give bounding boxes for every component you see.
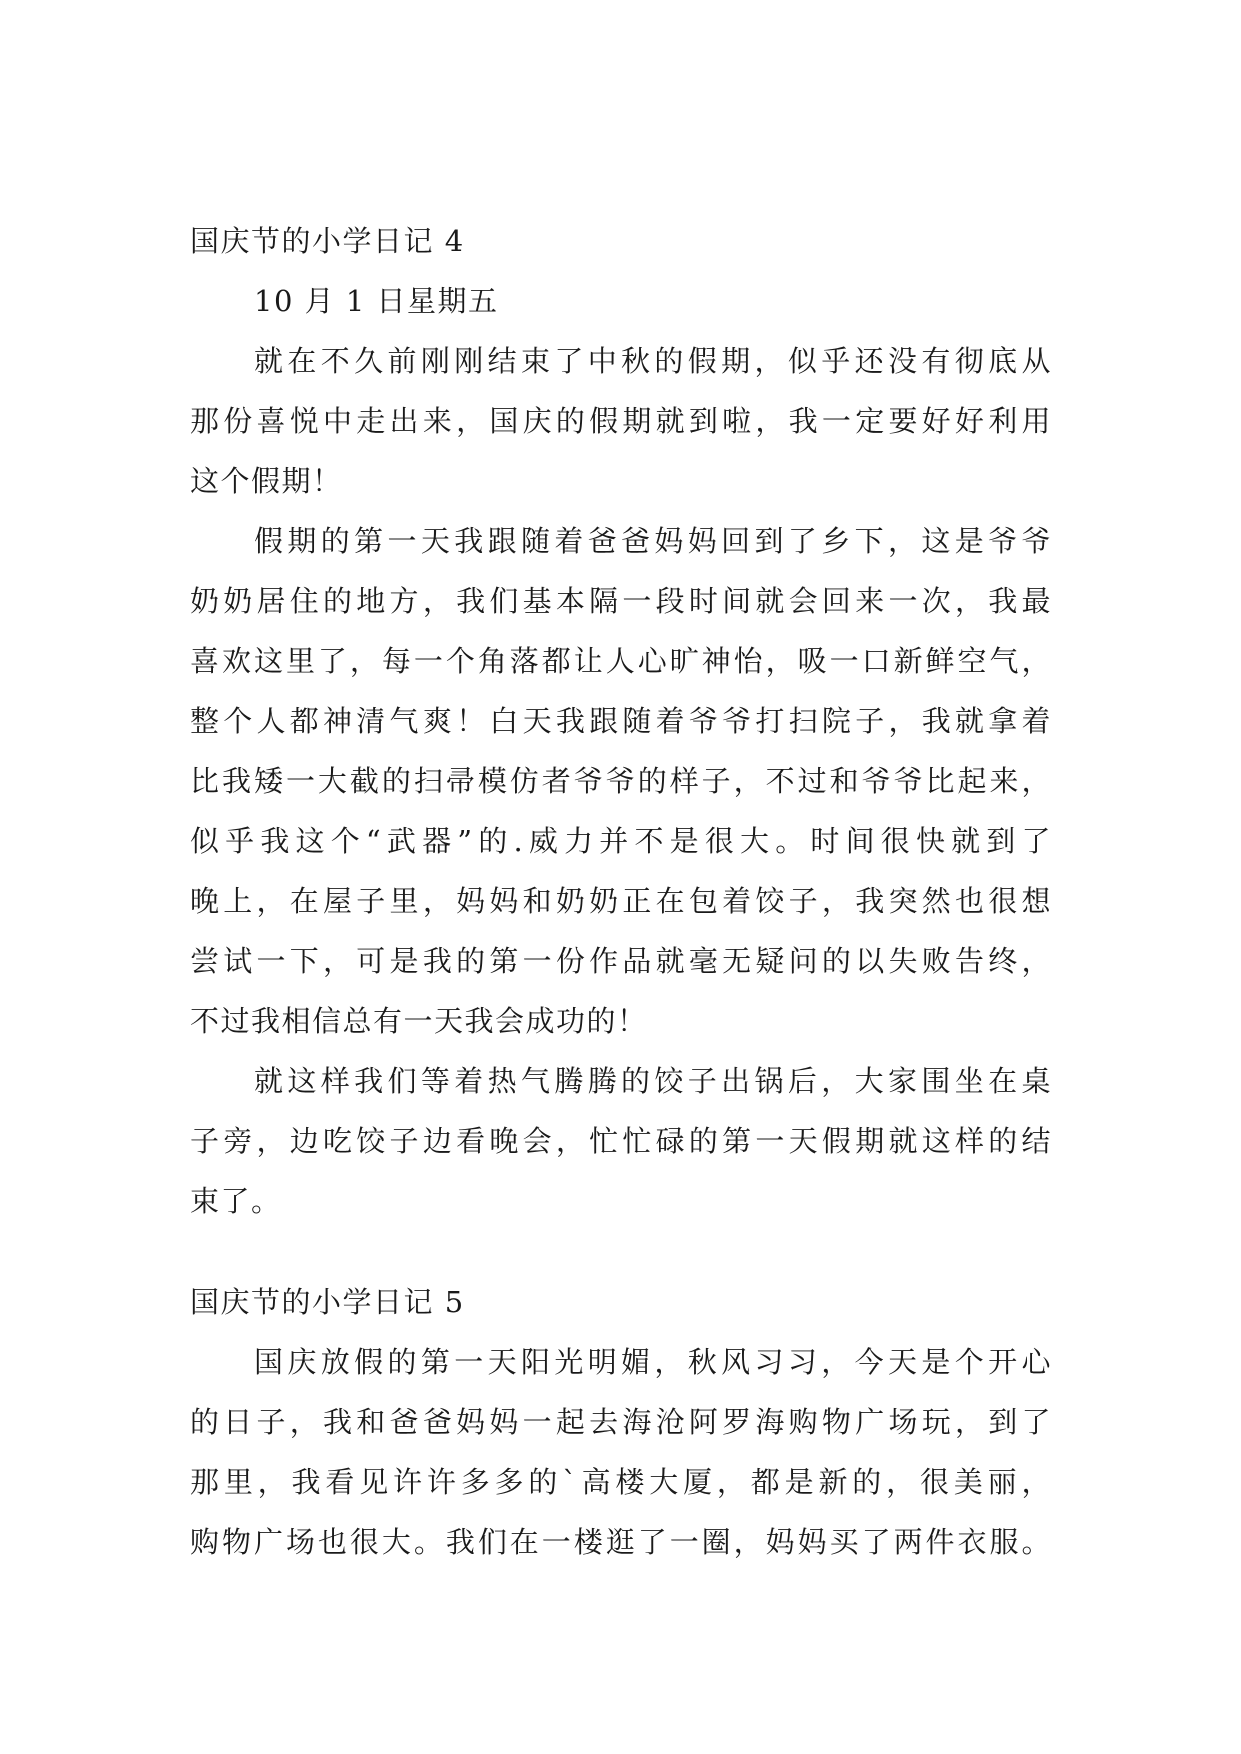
paragraph-line: 奶奶居住的地方，我们基本隔一段时间就会回来一次，我最 <box>190 584 1052 618</box>
paragraph-line: 的日子，我和爸爸妈妈一起去海沧阿罗海购物广场玩，到了 <box>190 1405 1052 1439</box>
paragraph-line: 那里，我看见许许多多的`高楼大厦，都是新的，很美丽， <box>190 1465 1052 1499</box>
paragraph-line: 晚上，在屋子里，妈妈和奶奶正在包着饺子，我突然也很想 <box>190 884 1052 918</box>
paragraph-line: 不过我相信总有一天我会成功的！ <box>190 1004 648 1038</box>
section-title: 国庆节的小学日记 5 <box>190 1285 465 1319</box>
diary-date: 10 月 1 日星期五 <box>254 284 499 318</box>
paragraph-line: 购物广场也很大。我们在一楼逛了一圈，妈妈买了两件衣服。 <box>190 1525 1052 1559</box>
paragraph-line: 尝试一下，可是我的第一份作品就毫无疑问的以失败告终， <box>190 944 1052 978</box>
paragraph-line: 喜欢这里了，每一个角落都让人心旷神怡，吸一口新鲜空气， <box>190 644 1052 678</box>
section-title: 国庆节的小学日记 4 <box>190 224 465 258</box>
paragraph-line: 似乎我这个“武器”的.威力并不是很大。时间很快就到了 <box>190 824 1052 858</box>
paragraph-line: 那份喜悦中走出来，国庆的假期就到啦，我一定要好好利用 <box>190 404 1052 438</box>
paragraph-line: 这个假期！ <box>190 464 343 498</box>
paragraph-line: 国庆放假的第一天阳光明媚，秋风习习，今天是个开心 <box>254 1345 1052 1379</box>
paragraph-line: 假期的第一天我跟随着爸爸妈妈回到了乡下，这是爷爷 <box>254 524 1052 558</box>
paragraph-line: 束了。 <box>190 1184 282 1218</box>
paragraph-line: 整个人都神清气爽！白天我跟随着爷爷打扫院子，我就拿着 <box>190 704 1052 738</box>
paragraph-line: 子旁，边吃饺子边看晚会，忙忙碌的第一天假期就这样的结 <box>190 1124 1052 1158</box>
paragraph-line: 就在不久前刚刚结束了中秋的假期，似乎还没有彻底从 <box>254 344 1052 378</box>
paragraph-line: 就这样我们等着热气腾腾的饺子出锅后，大家围坐在桌 <box>254 1064 1052 1098</box>
paragraph-line: 比我矮一大截的扫帚模仿者爷爷的样子，不过和爷爷比起来， <box>190 764 1052 798</box>
